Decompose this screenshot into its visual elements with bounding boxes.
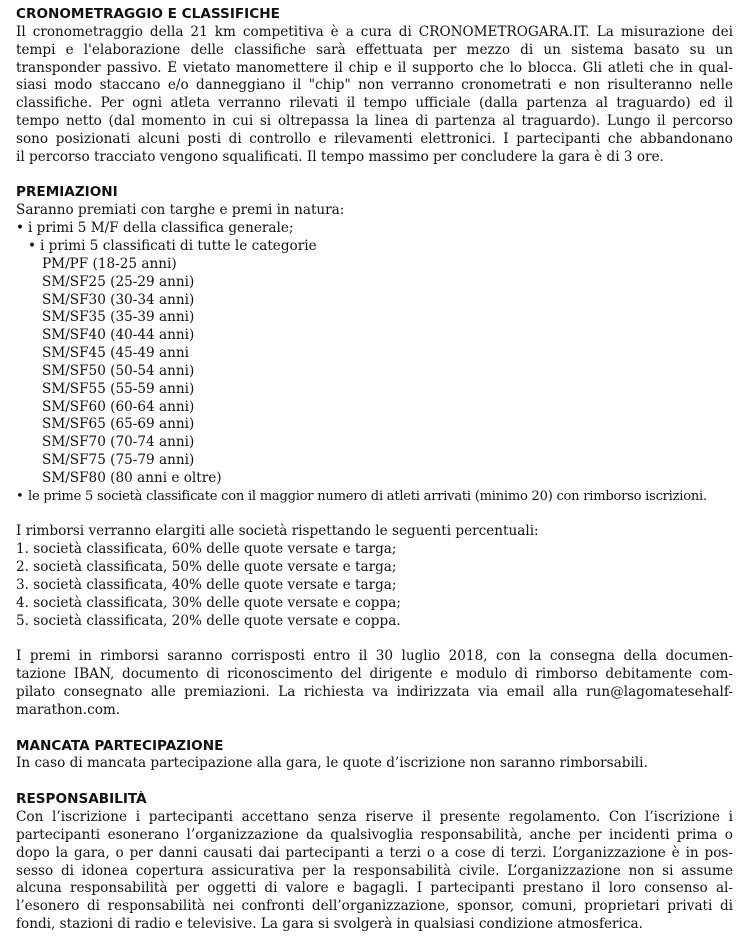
paragraph-line: I premi in rimborsi saranno corrisposti entro il 30 luglio 2018, con la consegna della documen- bbox=[16, 648, 733, 665]
category-item: SM/SF80 (80 anni e oltre) bbox=[42, 469, 222, 486]
paragraph-line: marathon.com. bbox=[16, 701, 121, 718]
rimborsi-list bbox=[16, 541, 733, 630]
rimborsi-paragraph bbox=[16, 648, 733, 719]
rimborso-item: 3. società classificata, 40% delle quote versate e targa; bbox=[16, 577, 397, 593]
bullet-item: • i primi 5 M/F della classifica generale; bbox=[16, 220, 733, 238]
category-item: SM/SF35 (35-39 anni) bbox=[42, 309, 195, 326]
paragraph-line: alcuna responsabilità per oggetti di valore e bagagli. I partecipanti prestano il loro consenso al- bbox=[16, 880, 733, 897]
paragraph-line: l’esonero di responsabilità nei confronti dell’organizzazione, sponsor, comuni, proprietari privati di bbox=[16, 898, 733, 915]
paragraph-line: sesso di idonea copertura assicurativa per la responsabilità civile. L’organizzazione non si assume bbox=[16, 862, 733, 879]
rimborso-item: 1. società classificata, 60% delle quote versate e targa; bbox=[16, 541, 397, 558]
paragraph-line: transponder passivo. È vietato manomettere il chip e il supporto che lo blocca. Gli atleti che in qual- bbox=[16, 59, 733, 76]
category-item: SM/SF30 (30-34 anni) bbox=[42, 291, 195, 308]
paragraph-line: tempi e l'elaborazione delle classifiche sarà effettuata per mezzo di un sistema basato su un bbox=[16, 41, 733, 58]
section-title-mancata-partecipazione: MANCATA PARTECIPAZIONE bbox=[16, 737, 224, 754]
category-item: SM/SF60 (60-64 anni) bbox=[42, 398, 195, 415]
paragraph-line: fondi, stazioni di radio e televisive. La gara si svolgerà in qualsiasi condizione atmosferica. bbox=[16, 916, 643, 933]
category-item: SM/SF55 (55-59 anni) bbox=[42, 380, 195, 397]
category-item: SM/SF45 (45-49 anni bbox=[42, 345, 189, 362]
spacer bbox=[16, 631, 733, 649]
category-item: SM/SF25 (25-29 anni) bbox=[42, 273, 195, 290]
category-item: SM/SF40 (40-44 anni) bbox=[42, 327, 195, 344]
cronometraggio-paragraph bbox=[16, 24, 733, 167]
category-item: SM/SF65 (65-69 anni) bbox=[42, 416, 195, 433]
category-item: PM/PF (18-25 anni) bbox=[42, 255, 177, 272]
category-item: SM/SF75 (75-79 anni) bbox=[42, 452, 195, 469]
paragraph-line: partecipanti esonerano l’organizzazione da qualsivoglia responsabilità, anche per incidenti prima o bbox=[16, 826, 733, 843]
section-title-responsabilita: RESPONSABILITÀ bbox=[16, 791, 147, 808]
section-title-premiazioni: PREMIAZIONI bbox=[16, 184, 118, 201]
paragraph-line: dopo la gara, o per danni causati dai partecipanti a terzi o a cose di terzi. L’organizzazione è in pos- bbox=[16, 844, 733, 861]
rimborso-item: 2. società classificata, 50% delle quote versate e targa; bbox=[16, 559, 397, 576]
paragraph-line: tazione IBAN, documento di riconoscimento del dirigente e modulo di rimborso debitamente com- bbox=[16, 666, 733, 683]
paragraph-line: sono posizionati alcuni posti di controllo e rilevamenti elettronici. I partecipanti che abbandonano bbox=[16, 130, 733, 147]
paragraph-line: tempo netto (dal momento in cui si oltrepassa la linea di partenza al traguardo). Lungo il percorso bbox=[16, 113, 733, 130]
spacer bbox=[16, 506, 733, 524]
premiazioni-intro: Saranno premiati con targhe e premi in natura: bbox=[16, 202, 345, 219]
paragraph-line: Il cronometraggio della 21 km competitiva è a cura di CRONOMETROGARA.IT. La misurazione dei bbox=[16, 23, 733, 40]
category-list bbox=[16, 256, 733, 488]
paragraph-line: classifiche. Per ogni atleta verranno rilevati il tempo ufficiale (dalla partenza al traguardo) ed il bbox=[16, 95, 733, 112]
rimborso-item: 5. società classificata, 20% delle quote versate e coppa. bbox=[16, 612, 401, 629]
rimborsi-intro: I rimborsi verranno elargiti alle società rispettando le seguenti percentuali: bbox=[16, 523, 539, 540]
section-title-cronometraggio: CRONOMETRAGGIO E CLASSIFICHE bbox=[16, 6, 280, 22]
rimborso-item: 4. società classificata, 30% delle quote versate e coppa; bbox=[16, 594, 401, 611]
paragraph-line: il percorso tracciato vengono squalificati. Il tempo massimo per concludere la gara è di 3 ore. bbox=[16, 148, 664, 165]
spacer bbox=[16, 720, 733, 738]
bullet-item: • i primi 5 classificati di tutte le categorie bbox=[16, 238, 733, 256]
paragraph-line: pilato consegnato alle premiazioni. La richiesta va indirizzata via email alla run@lagomatesehalf- bbox=[16, 684, 733, 701]
category-item: SM/SF50 (50-54 anni) bbox=[42, 362, 195, 379]
mancata-text: In caso di mancata partecipazione alla gara, le quote d’iscrizione non saranno rimborsabili. bbox=[16, 755, 648, 772]
responsabilita-paragraph bbox=[16, 809, 733, 934]
paragraph-line: Con l’iscrizione i partecipanti accettano senza riserve il presente regolamento. Con l’iscrizione i bbox=[16, 808, 733, 825]
paragraph-line: siasi modo staccano e/o danneggiano il "chip" non verranno cronometrati e non risulteranno nelle bbox=[16, 77, 733, 94]
spacer bbox=[16, 773, 733, 791]
bullet-item: • le prime 5 società classificate con il maggior numero di atleti arrivati (minimo 20) con rimborso iscrizioni. bbox=[16, 488, 733, 506]
spacer bbox=[16, 167, 733, 185]
category-item: SM/SF70 (70-74 anni) bbox=[42, 434, 195, 451]
